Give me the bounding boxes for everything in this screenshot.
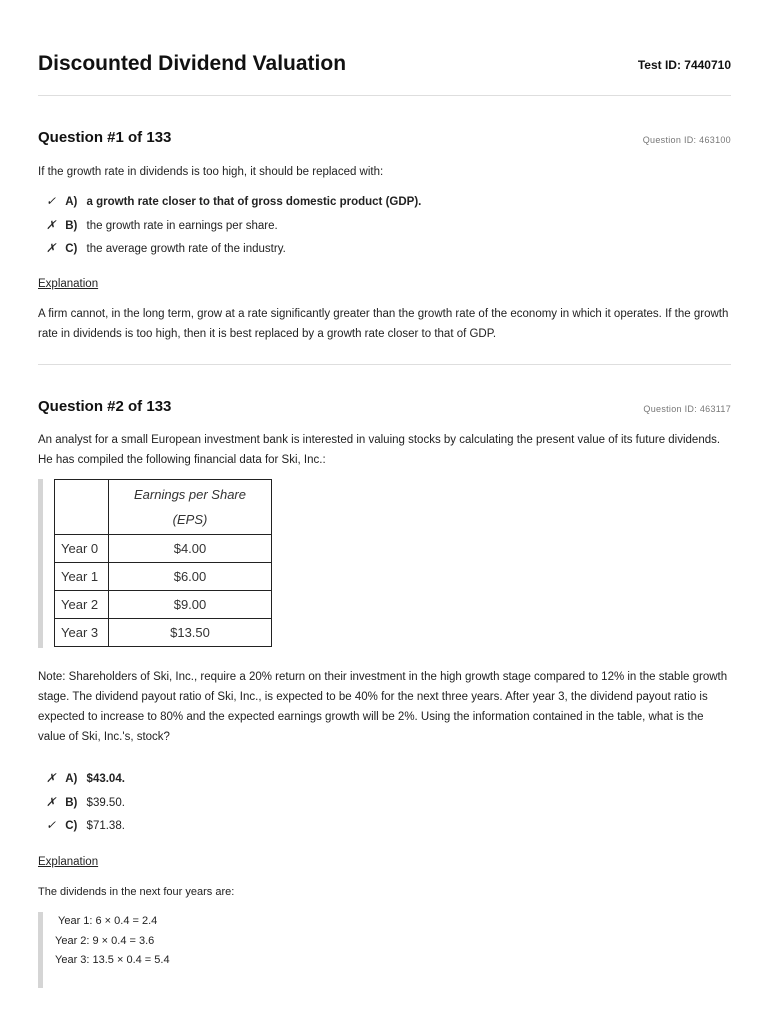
row-value: $6.00 bbox=[109, 563, 272, 591]
row-value: $9.00 bbox=[109, 591, 272, 619]
q1-answer-c[interactable] bbox=[46, 241, 286, 255]
answer-letter: A) bbox=[65, 773, 78, 785]
cross-icon: ✗ bbox=[46, 795, 57, 809]
table-row bbox=[55, 591, 272, 619]
cross-icon: ✗ bbox=[46, 771, 57, 785]
q2-explanation-link[interactable]: Explanation bbox=[38, 856, 99, 868]
calc-line: Year 3: 13.5 × 0.4 = 5.4 bbox=[55, 954, 170, 966]
row-label: Year 3 bbox=[55, 619, 109, 647]
answer-text: $71.38. bbox=[86, 820, 125, 832]
q2-answer-b[interactable] bbox=[46, 795, 125, 809]
row-label: Year 0 bbox=[55, 535, 109, 563]
table-header-row bbox=[55, 480, 272, 535]
cross-icon: ✗ bbox=[46, 241, 57, 255]
answer-letter: C) bbox=[65, 820, 78, 832]
question-2-id: Question ID: 463117 bbox=[643, 404, 731, 414]
test-id: Test ID: 7440710 bbox=[637, 58, 731, 72]
table-quote-bar bbox=[38, 479, 43, 648]
row-label: Year 1 bbox=[55, 563, 109, 591]
q1-explanation-link[interactable]: Explanation bbox=[38, 278, 99, 290]
header-line-1: Earnings per Share bbox=[133, 487, 246, 502]
question-1-title: Question #1 of 133 bbox=[38, 129, 172, 146]
row-value: $4.00 bbox=[109, 535, 272, 563]
answer-text: the growth rate in earnings per share. bbox=[86, 220, 278, 232]
q2-explanation-intro: The dividends in the next four years are: bbox=[38, 886, 235, 898]
q2-answer-c[interactable] bbox=[46, 818, 125, 832]
answer-text: $43.04. bbox=[86, 773, 125, 785]
question-1-stem: If the growth rate in dividends is too high, it should be replaced with: bbox=[38, 166, 384, 178]
row-value: $13.50 bbox=[109, 619, 272, 647]
answer-letter: B) bbox=[65, 220, 78, 232]
table-header-eps bbox=[109, 480, 272, 535]
q2-answer-a[interactable] bbox=[46, 771, 125, 785]
answer-letter: A) bbox=[65, 196, 78, 208]
header-line-2: (EPS) bbox=[172, 512, 208, 527]
calc-quote-bar bbox=[38, 912, 43, 988]
answer-letter: C) bbox=[65, 243, 78, 255]
question-2-title: Question #2 of 133 bbox=[38, 398, 172, 415]
q1-answer-b[interactable] bbox=[46, 218, 278, 232]
question-2-stem: An analyst for a small European investment bank is interested in valuing stocks by calculating the present value of its future dividends. He has compiled the following financial data for Ski, Inc.: bbox=[38, 434, 721, 466]
question-2-note: Note: Shareholders of Ski, Inc., require a 20% return on their investment in the high growth stage compared to 12% in the stable growth stage. The dividend payout ratio of Ski, Inc., is expected to be 40% for the next three years. After year 3, the dividend payout ratio is expected to increase to 80% and the expected earnings growth will be 2%. Using the information contained in the table, what is the value of Ski, Inc.'s, stock? bbox=[38, 671, 728, 743]
table-row bbox=[55, 535, 272, 563]
cross-icon: ✗ bbox=[46, 218, 57, 232]
check-icon: ✓ bbox=[46, 194, 57, 208]
answer-text: a growth rate closer to that of gross domestic product (GDP). bbox=[86, 196, 422, 208]
table-corner-cell bbox=[55, 480, 109, 535]
answer-text: $39.50. bbox=[86, 797, 125, 809]
q1-answer-a[interactable] bbox=[46, 194, 421, 208]
divider bbox=[38, 364, 731, 365]
table-row bbox=[55, 619, 272, 647]
divider bbox=[38, 95, 731, 96]
calc-line: Year 2: 9 × 0.4 = 3.6 bbox=[55, 935, 155, 947]
question-1-id: Question ID: 463100 bbox=[642, 135, 731, 145]
q1-explanation-text: A firm cannot, in the long term, grow at a rate significantly greater than the growth rate of the economy in which it operates. If the growth rate in dividends is too high, then it is best replaced by a growth rate closer to that of GDP. bbox=[38, 308, 729, 340]
answer-letter: B) bbox=[65, 797, 78, 809]
calc-line: Year 1: 6 × 0.4 = 2.4 bbox=[58, 915, 158, 927]
check-icon: ✓ bbox=[46, 818, 57, 832]
row-label: Year 2 bbox=[55, 591, 109, 619]
table-row bbox=[55, 563, 272, 591]
eps-table bbox=[54, 479, 272, 647]
answer-text: the average growth rate of the industry. bbox=[86, 243, 286, 255]
document-title: Discounted Dividend Valuation bbox=[38, 52, 347, 75]
